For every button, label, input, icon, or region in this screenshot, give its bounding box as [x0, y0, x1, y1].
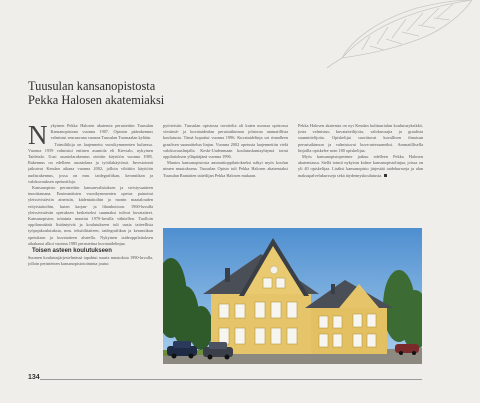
paragraph-3: Kansanopisto perustettiin kansanvalistuksen ja sivistysaatteen innoittamana. Ensimmäisten vuosikymmenten opetus painottui yleissivistäviin aineisiin, kädentaitoihin ja monin maatalouden erityistaitoihin, kuten karjan- ja lihanhoitoon. 1960-luvulla yleissivistävän opetuksen keskeiseksi suunnaksi tulivat kuvataiteet. Kansanopiston toiminta muuttui 1970-luvulla vähitellen. Tuolloin oppilasmäärät lisääntyivät ja koulutukseen tuli uusia taiteellisia työpajakoulutuksia, mm. tekstiilitaiteen, taidegrafiikan ja keramiikan opetuksen ja kuvataiteen alueella. Nykyinen taideoppilaitoksen aikakausi alkoi vuonna 1985 perustettua kuvataidelinjaa. [28, 185, 153, 246]
section-subheading: Toisen asteen koulutukseen [32, 248, 112, 255]
building-photo [163, 228, 422, 364]
drop-cap: N [28, 123, 48, 150]
paragraph-8: Myös kansanopistoperinne jatkuu edelleen Pekka Halosen akatemiassa. Siellä toimii nykyisin kolme kansanopistolinjaa, joissa on yli 40 opiskelijaa. Lisäksi kansanopisto järjestää taidekursseja ja alan maksupalvelukursseja sekä täydennyskoulutusta. [298, 154, 423, 178]
paragraph-4: Suomen koulutusjärjestelmässä tapahtui suuria muutoksia 1990-luvulla, jolloin perinteinen kansanopistotoiminta joutui [28, 255, 153, 267]
paragraph-2: Toimiliikija on laajennettu vuosikymmenten kuluessa. Vuonna 1959 valmistui entinen asuntola eli Kievialo, nykyinen Taidetalo. Uusi asuntolarakennus otettiin käyttöön vuonna 1985. Rakennus on edelleen asuntolana ja työtilakäytössä. Investoinnit jatkuivat Keudan aikana vuonna 2002, jolloin vihittiin käyttöön uudisrakennus, jossa on mm. taidegrafiikan, keramiikan ja valokuvauksen opetustiloja. [28, 141, 153, 184]
article-title [28, 79, 288, 107]
building-illustration [163, 228, 422, 364]
title-line-1: Tuusulan kansanopistosta [28, 79, 156, 93]
paragraph-5: pyörteisiin. Tuusulan opistossa tavoitelta oli kuten useassa opistossa viestintä- ja kuvataidealan perustutkinnon johtavaa ammatillista koulutusta. Tämä hoputtui vuonna 1996. Kuvataidelinja sai rinnalleen graafisen suunnittelun linjan. Vuonna 2002 opetusta laajennettiin vielä valokuvauslinjalla. Keski-Uudenmaan koulutuskuntayhtymä toimi oppilaitoksen ylläpitäjänä vuonna 1996. [163, 123, 288, 160]
footer-rule [40, 379, 422, 380]
text-column-1 [28, 123, 153, 373]
leaf-decoration-icon [322, 0, 480, 70]
page-number: 134 [28, 374, 40, 381]
paragraph-7: Pekka Halosen akatemia on nyt Keudan kulttuurialan koulutusyksikkö, josta valmistuu kuvataiteilijoita, valokuvaajia ja graafisia suunnittelijoita. Opiskelijat suorittavat kuvallisen ilmaisun perustutkinnon ja valmistuvat kuva-artesaaneiksi. Ammatillisella linjoilla opiskelee noin 180 opiskelijaa. [298, 123, 423, 153]
text-column-2 [163, 123, 288, 223]
title-line-2: Pekka Halosen akatemiaksi [28, 93, 165, 107]
paragraph-1: ykyinen Pekka Halosen akatemia perustettiin Tuusulan Kansanopistona vuonna 1907. Opiston päärakennus valmistui seuraavana vuonna Tuusulan Tuomaalan kylään. [50, 123, 153, 141]
text-column-3 [298, 123, 423, 223]
end-mark-icon [384, 174, 387, 177]
paragraph-6: Muutos kansanopistosta ammattioppilaitokseksi näkyi myös koulun nimen muutoksena. Tuusulan Opisto tuli Pekka Halosen akatemiaksi Tuusulan Rantatien taiteilijan Pekka Halosen mukaan. [163, 160, 288, 178]
